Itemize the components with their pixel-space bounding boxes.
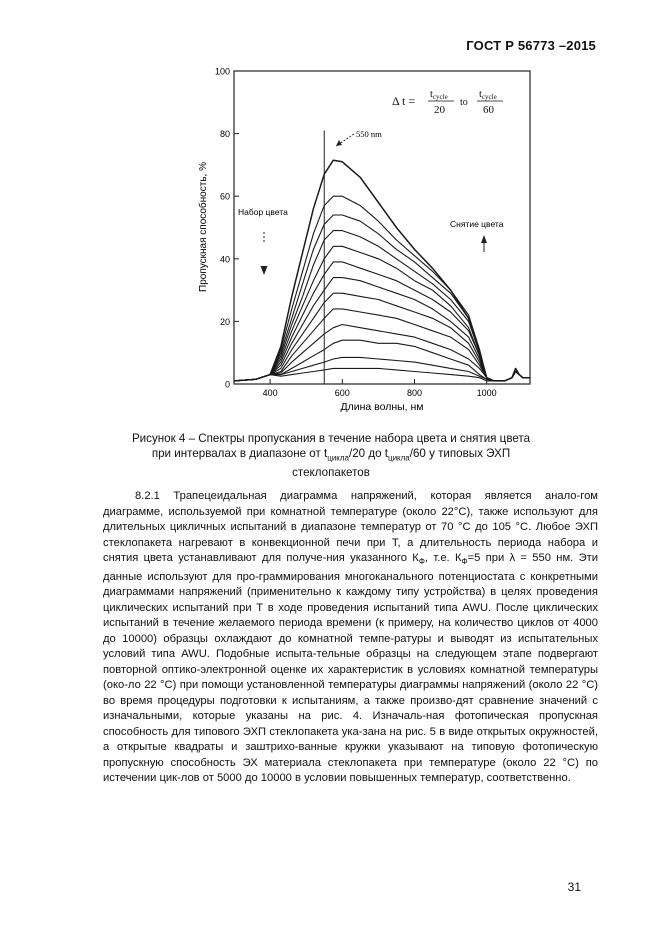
y-tick-label: 40 [219, 254, 230, 265]
formula-num2: tcycle [479, 89, 497, 101]
y-tick-label: 60 [219, 191, 230, 202]
y-tick-label: 0 [224, 379, 230, 390]
coloring-label: Набор цвета [238, 207, 288, 217]
y-tick-label: 20 [219, 316, 230, 327]
y-axis-label: Пропускная способность, % [198, 162, 209, 292]
transmission-spectra-figure [190, 62, 540, 418]
formula-den2: 60 [483, 104, 494, 116]
spectrum-curve [234, 160, 530, 381]
y-ticks [215, 67, 239, 390]
x-axis-label: Длина волны, нм [340, 401, 424, 413]
formula-prefix: Δ t = [392, 94, 416, 108]
marker-label: 550 nm [356, 129, 382, 139]
x-tick-label: 600 [334, 388, 350, 398]
y-tick-label: 80 [219, 129, 230, 140]
page-number: 31 [567, 880, 581, 894]
standard-header: ГОСТ Р 56773 –2015 [466, 38, 596, 53]
x-tick-label: 400 [262, 388, 278, 398]
caption-line-3: стеклопакетов [292, 466, 370, 480]
bleaching-arrowhead [481, 235, 487, 243]
y-tick-label: 100 [214, 66, 230, 77]
spectra-series [234, 160, 530, 381]
x-tick-label: 800 [406, 388, 423, 398]
chart-svg [190, 62, 540, 418]
coloring-arrowhead [261, 266, 268, 275]
x-tick-label: 1000 [476, 388, 497, 398]
body-paragraph: 8.2.1 Трапецеидальная диаграмма напряжений, которая является анало-гом диаграмме, используемой при комнатной температуре (около 22°С), также используют для длительных цикличных испытаний в диапазоне температур от 70 °С до 105 °С. Любое ЭХП стеклопакета нагревают в конвекционной печи при Т, а длительность периода набора и снятия цвета устанавливают для получе-ния указанного $К_Ф$, т.е. $К_Ф=5$ при λ = 550 нм. Эти данные используют для про-граммирования многоканального потенциостата с конкретными диаграммами напряжений (применительно к каждому типу устройства) в целях проведения циклических испытаний при Т в ходе проведения испытаний типа AWU. После циклических испытаний в течение желаемого периода времени (к примеру, на количество циклов от 4000 до 10000) образцы охлаждают до комнатной темпе-ратуры и выводят из испытательных условий типа AWU. Подобные испыта-тельные образцы на следующем этапе подвергают повторной оптико-электронной оценке их характеристик в условиях комнатной температуры (око-ло 22 °С) при помощи установленной температуры диаграммы напряжений (около 22 °С) во время процедуры подготовки к испытаниям, а также произво-дят сравнение значений с изначальными, которые указаны на рис. 4. Изначаль-ная фотопическая пропускная способность для типового ЭХП стеклопакета ука-зана на рис. 5 в виде открытых окружностей, а открытые квадраты и заштрихо-ванные кружки указывают на типовую фотопическую пропускную способность ЭХ материала стеклопакета при температуре (около 22 °С) по истечении цик-лов от 5000 до 10000 в условии повышенных температур, соответственно. [103, 490, 598, 785]
interval-formula [392, 89, 503, 116]
bleaching-label: Снятие цвета [450, 219, 504, 229]
figure-caption [95, 431, 567, 480]
x-ticks [263, 379, 497, 398]
caption-line-2: при интервалах в диапазоне от $t_{цикла}/20$ до $t_{цикла}/60$ у типовых ЭХП [151, 447, 511, 463]
caption-line-1: Рисунок 4 – Спектры пропускания в течение набора цвета и снятия цвета [131, 432, 531, 445]
formula-num1: tcycle [430, 89, 448, 101]
formula-word: to [460, 97, 468, 108]
formula-den1: 20 [434, 104, 445, 116]
